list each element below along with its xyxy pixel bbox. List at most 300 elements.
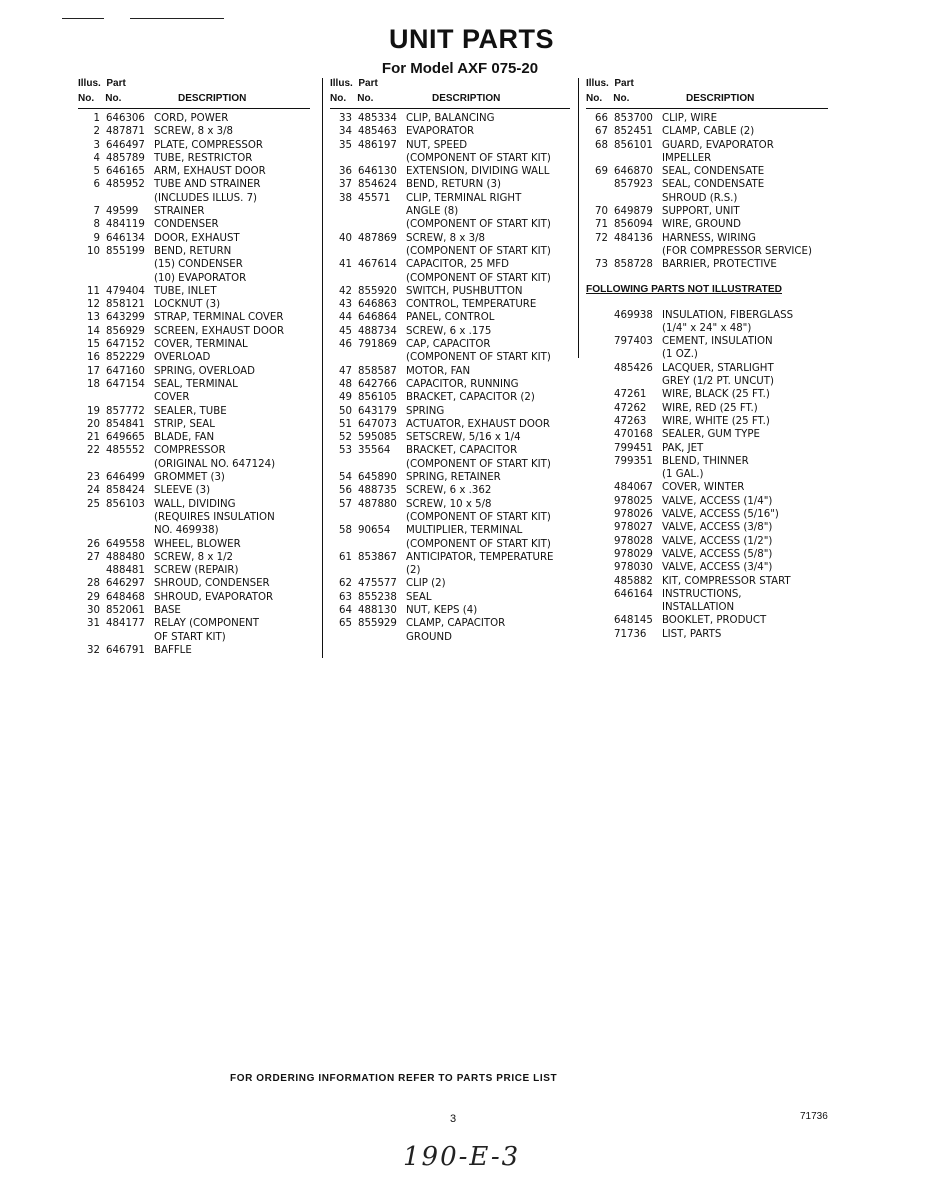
part-description: CLAMP, CABLE (2) <box>662 126 755 138</box>
scan-mark <box>62 18 104 19</box>
part-number: 47262 <box>614 402 647 414</box>
part-row <box>78 285 310 298</box>
part-description: CAPACITOR, 25 MFD <box>406 259 509 271</box>
illus-number: 47 <box>339 365 352 377</box>
part-description: BARRIER, PROTECTIVE <box>662 259 777 271</box>
part-number: 646497 <box>106 139 145 151</box>
illus-number <box>586 628 614 641</box>
part-row <box>330 325 570 338</box>
part-row <box>330 298 570 311</box>
header-illus-part: Illus. Part <box>586 78 634 89</box>
part-row <box>330 604 570 617</box>
part-row <box>78 258 310 271</box>
illus-number: 13 <box>87 312 100 324</box>
illus-number <box>586 495 614 508</box>
part-description: COVER, WINTER <box>662 482 745 494</box>
part-number <box>358 272 406 285</box>
part-description: PAK, JET <box>662 442 704 454</box>
part-description: VALVE, ACCESS (5/8") <box>662 548 773 560</box>
handwritten-annotation: 190-E-3 <box>403 1142 521 1172</box>
part-description: SCREW, 6 x .362 <box>406 485 492 497</box>
part-description: (1 GAL.) <box>662 469 704 481</box>
part-description: (COMPONENT OF START KIT) <box>406 511 551 523</box>
part-description: (REQUIRES INSULATION <box>154 511 275 523</box>
part-number: 646134 <box>106 232 145 244</box>
illus-number <box>78 524 106 537</box>
illus-number: 5 <box>93 166 100 178</box>
part-description: GUARD, EVAPORATOR <box>662 139 774 151</box>
part-row <box>586 309 828 322</box>
part-row <box>330 631 570 644</box>
part-number: 487869 <box>358 232 397 244</box>
scan-mark <box>130 18 224 19</box>
illus-number <box>586 508 614 521</box>
part-description: (15) CONDENSER <box>154 259 243 271</box>
part-number <box>614 468 662 481</box>
part-row <box>330 218 570 231</box>
part-description: CLAMP, CAPACITOR <box>406 618 506 630</box>
part-row <box>330 272 570 285</box>
part-number: 855199 <box>106 245 145 257</box>
part-number: 791869 <box>358 339 397 351</box>
part-description: BRACKET, CAPACITOR (2) <box>406 392 535 404</box>
part-row <box>586 192 828 205</box>
illus-number <box>586 575 614 588</box>
part-description: NUT, SPEED <box>406 139 468 151</box>
part-row <box>586 535 828 548</box>
header-rule <box>330 108 570 109</box>
part-row <box>586 388 828 401</box>
part-row <box>586 601 828 614</box>
illus-number: 37 <box>339 179 352 191</box>
illus-number: 51 <box>339 418 352 430</box>
parts-column-2 <box>330 78 570 644</box>
part-description: CONDENSER <box>154 219 219 231</box>
not-illustrated-heading: FOLLOWING PARTS NOT ILLUSTRATED <box>586 283 782 295</box>
part-description: SPRING, OVERLOAD <box>154 365 255 377</box>
part-row <box>330 511 570 524</box>
illus-number: 62 <box>339 578 352 590</box>
part-number: 485334 <box>358 113 397 124</box>
part-number <box>358 218 406 231</box>
part-number <box>106 391 154 404</box>
part-number: 470168 <box>614 429 653 441</box>
part-number: 858728 <box>614 259 653 271</box>
part-description: WIRE, RED (25 FT.) <box>662 402 758 414</box>
illus-number: 64 <box>339 604 352 616</box>
part-row <box>586 415 828 428</box>
illus-number: 57 <box>339 498 352 510</box>
part-description: VALVE, ACCESS (1/4") <box>662 495 773 507</box>
illus-number: 22 <box>87 445 100 457</box>
part-description: BEND, RETURN (3) <box>406 179 501 191</box>
part-row <box>78 378 310 391</box>
part-row <box>78 577 310 590</box>
part-number: 978025 <box>614 495 653 507</box>
header-illus-part: Illus. Part <box>78 78 126 89</box>
part-row <box>330 245 570 258</box>
part-description: COMPRESSOR <box>154 445 226 457</box>
part-row <box>586 232 828 245</box>
part-description: VALVE, ACCESS (1/2") <box>662 535 773 547</box>
part-row <box>78 245 310 258</box>
part-description: BLADE, FAN <box>154 432 215 444</box>
illus-number: 52 <box>339 432 352 444</box>
part-number: 855929 <box>358 618 397 630</box>
part-number <box>358 511 406 524</box>
part-description: SPRING, RETAINER <box>406 472 501 484</box>
part-row <box>586 468 828 481</box>
column-header <box>330 78 570 112</box>
illus-number <box>586 481 614 494</box>
part-description: COVER, TERMINAL <box>154 339 248 351</box>
part-description: SHROUD, CONDENSER <box>154 578 270 590</box>
part-description: WIRE, BLACK (25 FT.) <box>662 389 770 401</box>
part-number: 646165 <box>106 166 145 178</box>
illus-number: 46 <box>339 339 352 351</box>
part-number: 856094 <box>614 219 653 231</box>
part-number: 488130 <box>358 604 397 616</box>
part-row <box>586 348 828 361</box>
part-number: 978027 <box>614 522 653 534</box>
part-number: 853700 <box>614 113 653 124</box>
part-description: (10) EVAPORATOR <box>154 272 247 284</box>
part-description: CEMENT, INSULATION <box>662 336 773 348</box>
part-row <box>586 112 828 125</box>
page-number: 3 <box>450 1113 457 1125</box>
illus-number <box>586 152 614 165</box>
part-description: HARNESS, WIRING <box>662 232 756 244</box>
part-number: 858121 <box>106 299 145 311</box>
part-row <box>586 335 828 348</box>
illus-number <box>586 535 614 548</box>
illus-number: 1 <box>93 113 100 124</box>
part-row <box>586 481 828 494</box>
part-description: LOCKNUT (3) <box>154 299 221 311</box>
part-row <box>586 561 828 574</box>
part-row <box>586 442 828 455</box>
illus-number <box>586 455 614 468</box>
illus-number: 70 <box>595 206 608 218</box>
part-number: 488734 <box>358 325 397 337</box>
part-number: 47263 <box>614 415 647 427</box>
part-number: 852451 <box>614 126 653 138</box>
illus-number: 61 <box>339 551 352 563</box>
part-row <box>78 617 310 630</box>
illus-number: 67 <box>595 126 608 138</box>
illus-number <box>586 601 614 614</box>
part-description: CAP, CAPACITOR <box>406 339 491 351</box>
part-row <box>78 311 310 324</box>
part-number: 647160 <box>106 365 145 377</box>
illus-number <box>330 511 358 524</box>
illus-number: 33 <box>339 113 352 124</box>
part-description: (1/4" x 24" x 48") <box>662 322 752 334</box>
part-row <box>586 139 828 152</box>
part-number: 475577 <box>358 578 397 590</box>
illus-number <box>586 322 614 335</box>
part-row <box>586 218 828 231</box>
part-row <box>330 378 570 391</box>
header-rule <box>78 108 310 109</box>
part-row <box>78 644 310 657</box>
part-number: 647154 <box>106 378 145 390</box>
illus-number: 56 <box>339 485 352 497</box>
part-number <box>358 564 406 577</box>
part-number: 646499 <box>106 472 145 484</box>
header-illus-part: Illus. Part <box>330 78 378 89</box>
part-description: (COMPONENT OF START KIT) <box>406 245 551 257</box>
part-row <box>78 431 310 444</box>
part-row <box>330 498 570 511</box>
part-description: SEAL <box>406 591 432 603</box>
part-row <box>78 351 310 364</box>
part-number: 71736 <box>614 628 647 640</box>
part-number: 856929 <box>106 325 145 337</box>
part-number: 857923 <box>614 179 653 191</box>
illus-number <box>78 272 106 285</box>
column-header <box>78 78 310 112</box>
part-number: 485552 <box>106 445 145 457</box>
part-row <box>330 484 570 497</box>
part-number: 484119 <box>106 219 145 231</box>
part-description: BASE <box>154 604 181 616</box>
part-number: 799451 <box>614 442 653 454</box>
illus-number: 27 <box>87 551 100 563</box>
part-number: 646863 <box>358 299 397 311</box>
part-row <box>586 322 828 335</box>
part-row <box>78 458 310 471</box>
part-description: INSULATION, FIBERGLASS <box>662 309 794 321</box>
illus-number <box>586 468 614 481</box>
illus-number <box>330 218 358 231</box>
illus-number: 49 <box>339 392 352 404</box>
illus-number: 3 <box>93 139 100 151</box>
illus-number <box>330 564 358 577</box>
part-description: SLEEVE (3) <box>154 485 211 497</box>
illus-number: 17 <box>87 365 100 377</box>
illus-number <box>586 178 614 191</box>
part-row <box>78 591 310 604</box>
illus-number <box>586 348 614 361</box>
part-number: 857772 <box>106 405 145 417</box>
part-number <box>358 458 406 471</box>
part-description: (COMPONENT OF START KIT) <box>406 458 551 470</box>
part-description: LIST, PARTS <box>662 628 722 640</box>
illus-number <box>586 192 614 205</box>
part-row <box>78 139 310 152</box>
part-number: 646130 <box>358 166 397 178</box>
illus-number: 20 <box>87 418 100 430</box>
part-row <box>330 232 570 245</box>
illus-number <box>78 258 106 271</box>
illus-number: 58 <box>339 525 352 537</box>
part-number: 485426 <box>614 362 653 374</box>
illus-number: 4 <box>93 152 100 164</box>
part-row <box>330 458 570 471</box>
part-number <box>358 205 406 218</box>
illus-number: 11 <box>87 285 100 297</box>
illus-number <box>330 272 358 285</box>
part-description: BOOKLET, PRODUCT <box>662 615 767 627</box>
part-row <box>586 125 828 138</box>
illus-number: 65 <box>339 618 352 630</box>
part-description: VALVE, ACCESS (5/16") <box>662 509 779 521</box>
part-number: 648468 <box>106 591 145 603</box>
illus-number: 50 <box>339 405 352 417</box>
illus-number: 24 <box>87 485 100 497</box>
part-row <box>330 338 570 351</box>
part-number: 484067 <box>614 482 653 494</box>
part-description: ARM, EXHAUST DOOR <box>154 166 266 178</box>
part-description: BLEND, THINNER <box>662 455 749 467</box>
part-number: 643179 <box>358 405 397 417</box>
part-number: 646164 <box>614 588 653 600</box>
part-row <box>78 152 310 165</box>
illus-number: 31 <box>87 618 100 630</box>
parts-column-3 <box>586 78 828 641</box>
part-description: ANTICIPATOR, TEMPERATURE <box>406 551 554 563</box>
illus-number <box>586 588 614 601</box>
part-row <box>586 428 828 441</box>
part-row <box>330 258 570 271</box>
illus-number: 21 <box>87 432 100 444</box>
part-row <box>330 139 570 152</box>
illus-number: 28 <box>87 578 100 590</box>
part-number: 646864 <box>358 312 397 324</box>
part-number: 858587 <box>358 365 397 377</box>
illus-number <box>330 538 358 551</box>
part-number: 647073 <box>358 418 397 430</box>
part-number: 856101 <box>614 139 653 151</box>
part-row <box>78 498 310 511</box>
illus-number: 54 <box>339 472 352 484</box>
part-row <box>78 484 310 497</box>
part-row <box>586 588 828 601</box>
illus-number: 48 <box>339 378 352 390</box>
part-number <box>358 245 406 258</box>
illus-number <box>330 458 358 471</box>
part-description: MOTOR, FAN <box>406 365 471 377</box>
part-description: BEND, RETURN <box>154 245 232 257</box>
part-description: SCREW, 10 x 5/8 <box>406 498 492 510</box>
part-number: 484136 <box>614 232 653 244</box>
part-row <box>78 391 310 404</box>
part-row <box>330 405 570 418</box>
illus-number <box>330 245 358 258</box>
part-description: CLIP, BALANCING <box>406 113 495 124</box>
parts-rows <box>78 112 310 657</box>
part-row <box>586 548 828 561</box>
part-row <box>78 125 310 138</box>
part-row <box>78 178 310 191</box>
illus-number: 29 <box>87 591 100 603</box>
illus-number: 35 <box>339 139 352 151</box>
part-row <box>78 338 310 351</box>
part-row <box>330 431 570 444</box>
illus-number <box>78 631 106 644</box>
part-row <box>586 258 828 271</box>
part-row <box>586 495 828 508</box>
illus-number: 10 <box>87 245 100 257</box>
part-number <box>358 152 406 165</box>
part-number <box>106 258 154 271</box>
part-row <box>586 178 828 191</box>
part-number <box>358 538 406 551</box>
part-number: 649558 <box>106 538 145 550</box>
part-number: 855920 <box>358 285 397 297</box>
part-description: DOOR, EXHAUST <box>154 232 240 244</box>
part-number <box>358 631 406 644</box>
part-number <box>614 152 662 165</box>
part-description: (1 OZ.) <box>662 349 698 361</box>
part-description: SCREW, 8 x 3/8 <box>406 232 486 244</box>
illus-number: 53 <box>339 445 352 457</box>
document-code: 71736 <box>800 1111 828 1122</box>
part-description: SUPPORT, UNIT <box>662 206 740 218</box>
part-description: SCREW (REPAIR) <box>154 565 239 577</box>
illus-number: 25 <box>87 498 100 510</box>
part-number: 855238 <box>358 591 397 603</box>
part-description: STRIP, SEAL <box>154 418 215 430</box>
part-row <box>78 165 310 178</box>
ordering-note: FOR ORDERING INFORMATION REFER TO PARTS PRICE LIST <box>230 1073 558 1084</box>
part-number <box>614 245 662 258</box>
part-number: 646870 <box>614 166 653 178</box>
illus-number: 12 <box>87 299 100 311</box>
illus-number <box>586 614 614 627</box>
part-number: 858424 <box>106 485 145 497</box>
part-row <box>78 205 310 218</box>
illus-number <box>586 415 614 428</box>
part-number: 486197 <box>358 139 397 151</box>
part-row <box>330 165 570 178</box>
part-number: 90654 <box>358 525 391 537</box>
part-description: NUT, KEPS (4) <box>406 604 478 616</box>
part-row <box>330 178 570 191</box>
part-description: CLIP, TERMINAL RIGHT <box>406 192 522 204</box>
illus-number <box>586 335 614 348</box>
part-number <box>614 192 662 205</box>
part-description: (INCLUDES ILLUS. 7) <box>154 192 258 204</box>
part-row <box>78 365 310 378</box>
part-number <box>106 192 154 205</box>
part-row <box>586 152 828 165</box>
part-description: IMPELLER <box>662 152 712 164</box>
part-description: SHROUD (R.S.) <box>662 192 738 204</box>
part-description: EXTENSION, DIVIDING WALL <box>406 166 550 178</box>
part-description: CLIP, WIRE <box>662 113 718 124</box>
illus-number <box>586 362 614 375</box>
illus-number <box>586 521 614 534</box>
part-row <box>586 628 828 641</box>
part-number <box>614 348 662 361</box>
part-number: 487880 <box>358 498 397 510</box>
illus-number: 18 <box>87 378 100 390</box>
part-description: SWITCH, PUSHBUTTON <box>406 285 523 297</box>
part-description: SHROUD, EVAPORATOR <box>154 591 274 603</box>
column-divider <box>578 78 579 358</box>
part-number: 648145 <box>614 615 653 627</box>
part-description: PLATE, COMPRESSOR <box>154 139 263 151</box>
illus-number: 43 <box>339 299 352 311</box>
part-description: PANEL, CONTROL <box>406 312 495 324</box>
part-number: 479404 <box>106 285 145 297</box>
part-row <box>330 418 570 431</box>
part-description: SCREW, 8 x 3/8 <box>154 126 234 138</box>
part-number: 488480 <box>106 551 145 563</box>
illus-number: 26 <box>87 538 100 550</box>
